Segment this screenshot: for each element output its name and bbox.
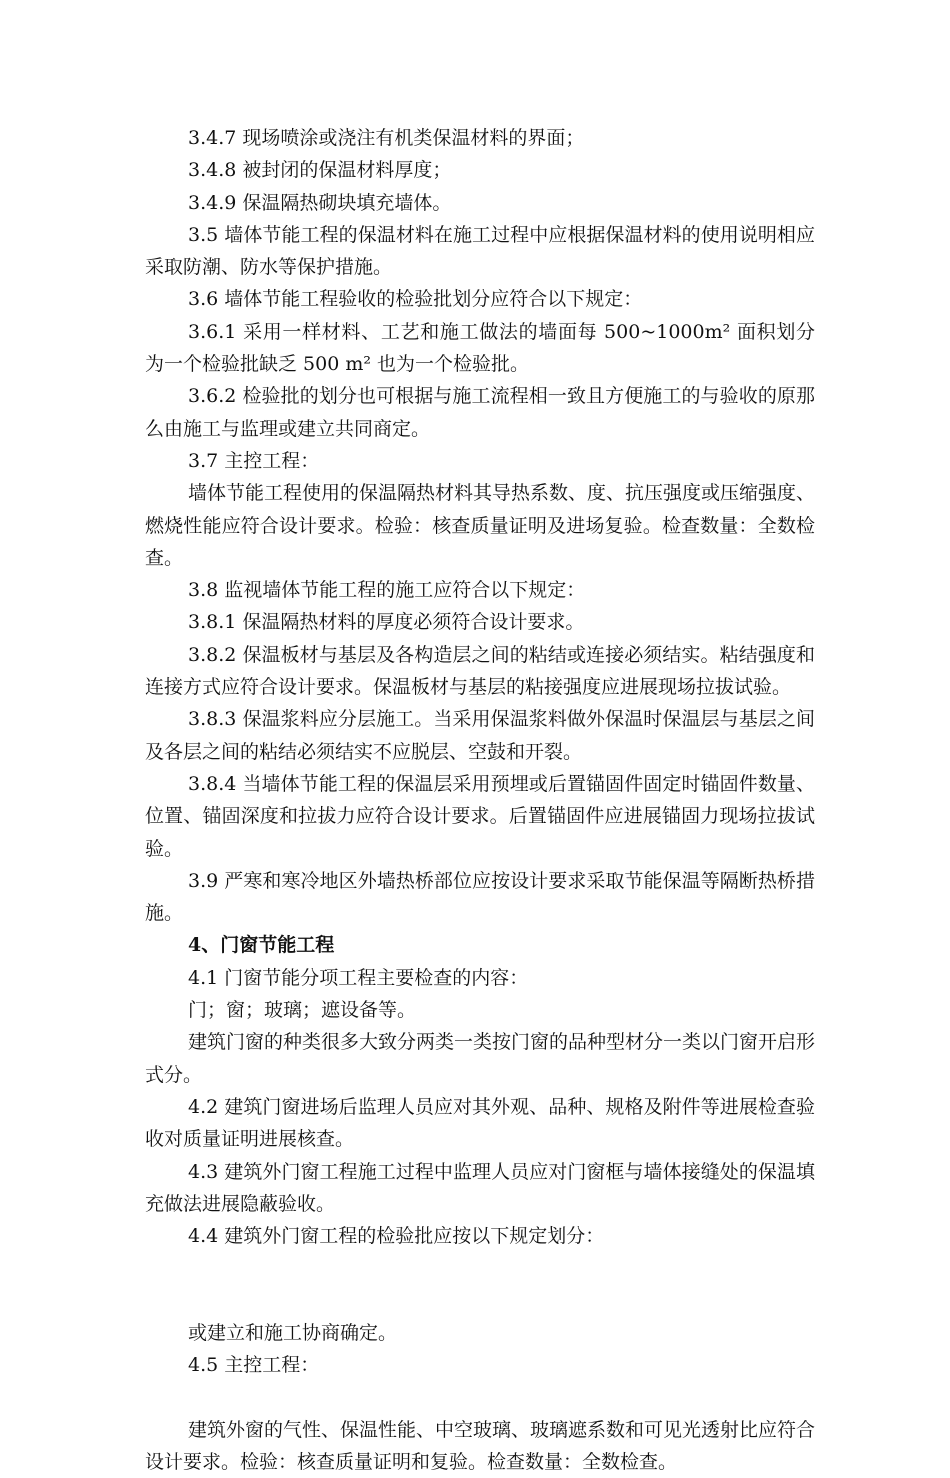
paragraph-4-4: 4.4 建筑外门窗工程的检验批应按以下规定划分：	[188, 1225, 605, 1248]
paragraph-3-7-body: 墙体节能工程使用的保温隔热材料其导热系数、度、抗压强度或压缩强度、燃烧性能应符合设计要求。检验：核查质量证明及进场复验。检查数量：全数检查。	[145, 482, 816, 569]
paragraph-3-8-1: 3.8.1 保温隔热材料的厚度必须符合设计要求。	[188, 611, 585, 634]
paragraph-3-6-1: 3.6.1 采用一样材料、工艺和施工做法的墙面每 500~1000m² 面积划分为一个检验批缺乏 500 m² 也为一个检验批。	[145, 320, 815, 376]
paragraph-4-1: 4.1 门窗节能分项工程主要检查的内容：	[188, 966, 529, 989]
document-body	[145, 122, 815, 1478]
paragraph-4-1-types: 建筑门窗的种类很多大致分两类一类按门窗的品种型材分一类以门窗开启形式分。	[145, 1031, 816, 1086]
paragraph-3-8-2: 3.8.2 保温板材与基层及各构造层之间的粘结或连接必须结实。粘结强度和连接方式应符合设计要求。保温板材与基层的粘接强度应进展现场拉拔试验。	[145, 643, 815, 699]
blank-gap	[145, 1252, 815, 1317]
blank-gap-2	[145, 1382, 815, 1414]
paragraph-4-5-body: 建筑外窗的气性、保温性能、中空玻璃、玻璃遮系数和可见光透射比应符合设计要求。检验：核查质量证明和复验。检查数量：全数检查。	[145, 1418, 816, 1474]
paragraph-3-8-4: 3.8.4 当墙体节能工程的保温层采用预埋或后置锚固件固定时锚固件数量、位置、锚固深度和拉拔力应符合设计要求。后置锚固件应进展锚固力现场拉拔试验。	[145, 772, 815, 860]
paragraph-4-4-tail: 或建立和施工协商确定。	[188, 1321, 398, 1344]
paragraph-3-7: 3.7 主控工程：	[188, 449, 320, 472]
paragraph-3-6-2: 3.6.2 检验批的划分也可根据与施工流程相一致且方便施工的与验收的原那么由施工与监理或建立共同商定。	[145, 385, 815, 440]
section-heading-4: 4、门窗节能工程	[188, 934, 335, 957]
paragraph-3-4-8: 3.4.8 被封闭的保温材料厚度；	[188, 159, 452, 182]
paragraph-3-6: 3.6 墙体节能工程验收的检验批划分应符合以下规定：	[188, 288, 643, 311]
paragraph-4-3: 4.3 建筑外门窗工程施工过程中监理人员应对门窗框与墙体接缝处的保温填充做法进展隐蔽验收。	[145, 1160, 815, 1215]
paragraph-3-9: 3.9 严寒和寒冷地区外墙热桥部位应按设计要求采取节能保温等隔断热桥措施。	[145, 869, 815, 925]
paragraph-4-5: 4.5 主控工程：	[188, 1354, 320, 1377]
paragraph-4-2: 4.2 建筑门窗进场后监理人员应对其外观、品种、规格及附件等进展检查验收对质量证明进展核查。	[145, 1095, 815, 1151]
paragraph-4-1-items: 门；窗；玻璃；遮设备等。	[188, 999, 417, 1022]
paragraph-3-5: 3.5 墙体节能工程的保温材料在施工过程中应根据保温材料的使用说明相应采取防潮、防水等保护措施。	[145, 223, 815, 279]
paragraph-3-8: 3.8 监视墙体节能工程的施工应符合以下规定：	[188, 579, 586, 602]
paragraph-3-8-3: 3.8.3 保温浆料应分层施工。当采用保温浆料做外保温时保温层与基层之间及各层之间的粘结必须结实不应脱层、空鼓和开裂。	[145, 708, 815, 763]
paragraph-3-4-7: 3.4.7 现场喷涂或浇注有机类保温材料的界面；	[188, 127, 585, 149]
paragraph-3-4-9: 3.4.9 保温隔热砌块填充墙体。	[188, 191, 452, 214]
